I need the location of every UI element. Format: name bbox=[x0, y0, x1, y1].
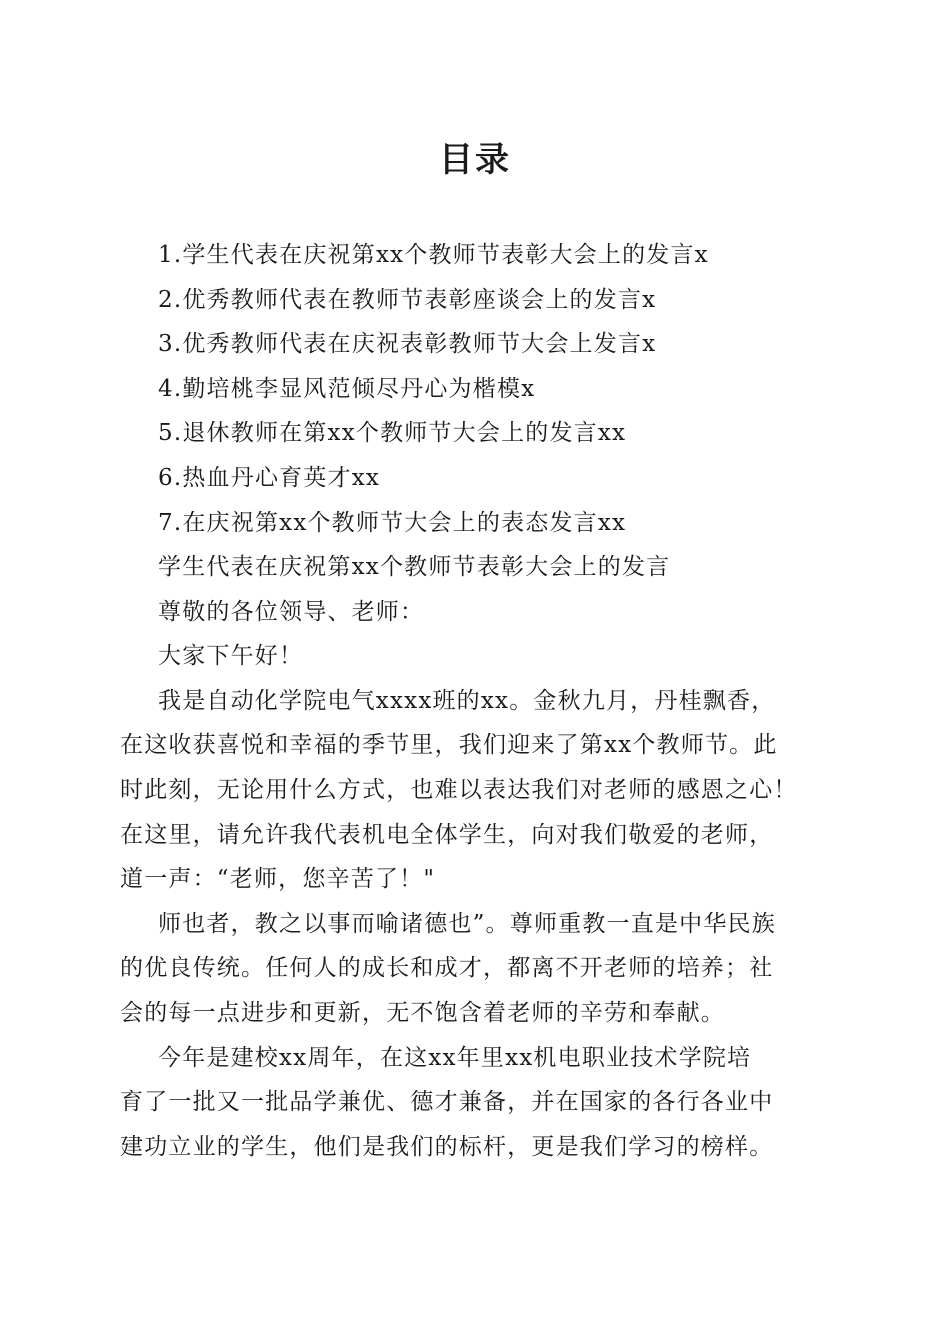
paragraph-line: 师也者，教之以事而喻诸德也”。尊师重教一直是中华民族 bbox=[158, 910, 776, 937]
paragraph-line: 会的每一点进步和更新，无不饱含着老师的辛劳和奉献。 bbox=[120, 999, 725, 1026]
toc-item[interactable]: 1.学生代表在庆祝第xx个教师节表彰大会上的发言x bbox=[158, 242, 709, 268]
paragraph-line: 育了一批又一批品学兼优、德才兼备，并在国家的各行各业中 bbox=[120, 1089, 774, 1116]
greeting: 大家下午好！ bbox=[158, 643, 304, 670]
paragraph-line: 在这收获喜悦和幸福的季节里，我们迎来了第xx个教师节。此 bbox=[120, 732, 778, 759]
paragraph-line: 的优良传统。任何人的成长和成才，都离不开老师的培养；社 bbox=[120, 955, 774, 982]
paragraph-line: 在这里，请允许我代表机电全体学生，向对我们敬爱的老师， bbox=[120, 821, 774, 848]
speech-heading: 学生代表在庆祝第xx个教师节表彰大会上的发言 bbox=[158, 554, 671, 580]
paragraph-line: 我是自动化学院电气xxxx班的xx。金秋九月，丹桂飘香， bbox=[158, 687, 776, 714]
table-of-contents bbox=[158, 233, 709, 545]
paragraph-3 bbox=[120, 1036, 840, 1170]
salutation: 尊敬的各位领导、老师： bbox=[158, 598, 425, 625]
paragraph-2 bbox=[120, 902, 840, 1036]
paragraph-line: 今年是建校xx周年，在这xx年里xx机电职业技术学院培 bbox=[158, 1044, 752, 1071]
speech-body bbox=[120, 545, 840, 1169]
toc-item[interactable]: 3.优秀教师代表在庆祝表彰教师节大会上发言x bbox=[158, 331, 657, 358]
paragraph-line: 道一声：“老师，您辛苦了！" bbox=[120, 866, 436, 893]
page-title: 目录 bbox=[439, 140, 511, 180]
toc-item[interactable]: 5.退休教师在第xx个教师节大会上的发言xx bbox=[158, 420, 627, 447]
paragraph-line: 时此刻，无论用什么方式，也难以表达我们对老师的感恩之心！ bbox=[120, 776, 798, 803]
paragraph-1 bbox=[120, 679, 840, 902]
toc-item[interactable]: 7.在庆祝第xx个教师节大会上的表态发言xx bbox=[158, 509, 627, 536]
toc-item[interactable]: 4.勤培桃李显风范倾尽丹心为楷模x bbox=[158, 375, 536, 402]
paragraph-line: 建功立业的学生，他们是我们的标杆，更是我们学习的榜样。 bbox=[120, 1133, 774, 1160]
toc-item[interactable]: 6.热血丹心育英才xx bbox=[158, 464, 381, 491]
toc-item[interactable]: 2.优秀教师代表在教师节表彰座谈会上的发言x bbox=[158, 286, 657, 313]
